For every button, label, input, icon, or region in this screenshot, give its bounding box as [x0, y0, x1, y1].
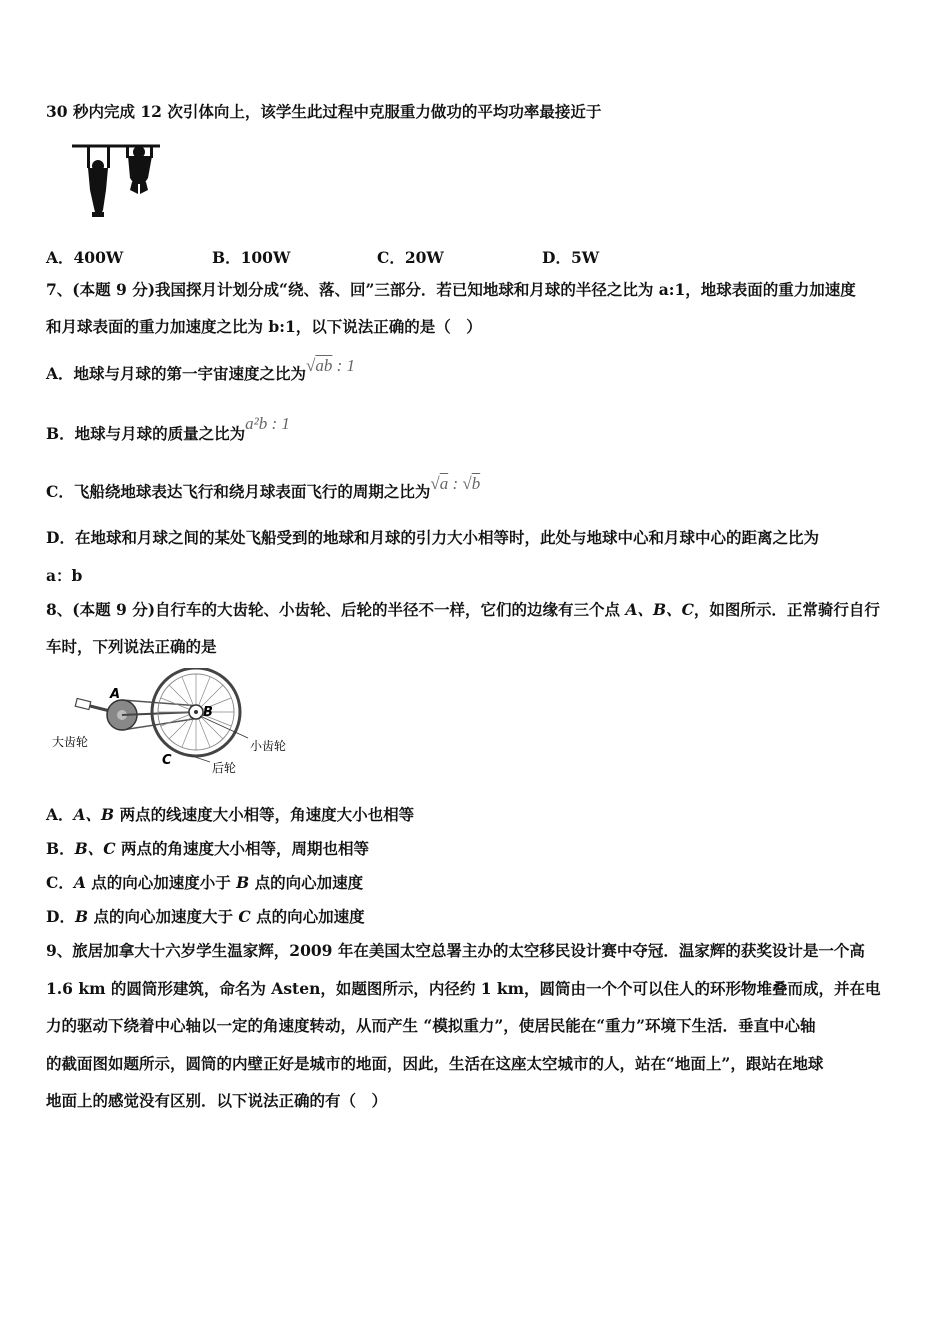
q8-stem-line2: 车时，下列说法正确的是: [46, 637, 217, 656]
q8-option-a: [46, 805, 414, 825]
q7-option-a-radicand: ab: [315, 356, 333, 375]
q6-option-b: B．100W: [212, 248, 291, 267]
figure-label-big-gear: 大齿轮: [52, 735, 89, 749]
q8-option-c-text: 点的向心加速度: [249, 873, 364, 892]
pull-up-figure: [70, 138, 162, 220]
q7-option-a-math: √ab : 1: [306, 356, 356, 375]
q8-option-d: [46, 907, 365, 927]
q7-option-c-math: √a : √b: [430, 474, 481, 493]
q8-stem-line1: [46, 600, 880, 620]
q6-option-a: A．400W: [46, 248, 124, 267]
q8-option-a-text: 两点的线速度大小相等，角速度大小也相等: [114, 805, 415, 824]
q9-stem-line4: 的截面图如题所示，圆筒的内壁正好是城市的地面，因此，生活在这座太空城市的人，站在“地面上”，跟站在地球: [46, 1054, 824, 1073]
q8-option-b-text: 两点的角速度大小相等，周期也相等: [115, 839, 369, 858]
q9-stem-line5: 地面上的感觉没有区别．以下说法正确的有（ ）: [46, 1091, 388, 1110]
q7-stem-line2: 和月球表面的重力加速度之比为 b:1，以下说法正确的是（ ）: [46, 317, 482, 336]
bicycle-gear-figure: [50, 668, 300, 778]
q8-option-c-mid: 点的向心加速度小于: [85, 873, 237, 892]
q8-option-a-points: A、B: [73, 805, 115, 824]
q7-option-a: [46, 356, 356, 384]
q8-option-d-point1: B: [74, 907, 89, 926]
q7-stem-line1: 7、(本题 9 分)我国探月计划分成“绕、落、回”三部分．若已知地球和月球的半径之比为 a:1，地球表面的重力加速度: [46, 280, 856, 299]
q7-option-c-radicand-b: b: [471, 474, 481, 493]
q7-option-c-radicand-a: a: [439, 474, 449, 493]
q7-option-b-math: a²b : 1: [245, 414, 290, 433]
q8-option-b-points: B、C: [74, 839, 116, 858]
q6-option-d: D．5W: [542, 248, 600, 267]
q8-option-d-text: 点的向心加速度: [250, 907, 365, 926]
q7-option-b: [46, 414, 290, 444]
q8-stem-points: A、B、C: [625, 600, 694, 619]
q8-option-d-prefix: D．: [46, 907, 75, 926]
q8-option-b: [46, 839, 369, 859]
q8-option-d-point2: C: [238, 907, 251, 926]
q7-option-c-text: C．飞船绕地球表达飞行和绕月球表面飞行的周期之比为: [46, 482, 431, 501]
figure-label-a: A: [110, 687, 121, 702]
q8-option-c-prefix: C．: [46, 873, 74, 892]
figure-label-small-gear: 小齿轮: [250, 739, 287, 753]
q8-stem-post: ，如图所示．正常骑行自行: [693, 600, 880, 619]
figure-label-rear-wheel: 后轮: [212, 761, 237, 775]
q7-option-a-ratio: : 1: [332, 356, 356, 375]
q8-option-b-prefix: B．: [46, 839, 75, 858]
q6-option-c: C．20W: [377, 248, 444, 267]
figure-label-c: C: [162, 753, 172, 768]
q8-stem-pre: 8、(本题 9 分)自行车的大齿轮、小齿轮、后轮的半径不一样，它们的边缘有三个点: [46, 600, 626, 619]
q8-option-a-prefix: A．: [46, 805, 74, 824]
q8-option-c-point1: A: [73, 873, 86, 892]
q9-stem-line1: 9、旅居加拿大十六岁学生温家辉，2009 年在美国太空总署主办的太空移民设计赛中夺冠．温家辉的获奖设计是一个高: [46, 941, 865, 960]
q7-option-d-line2: a：b: [46, 566, 83, 585]
q7-option-b-text: B．地球与月球的质量之比为: [46, 424, 246, 443]
figure-label-b: B: [203, 705, 213, 720]
q9-stem-line2: 1.6 km 的圆筒形建筑，命名为 Asten，如题图所示，内径约 1 km，圆筒由一个个可以住人的环形物堆叠而成，并在电: [46, 979, 881, 998]
q7-option-c: [46, 474, 481, 502]
q7-option-a-text: A．地球与月球的第一宇宙速度之比为: [46, 364, 307, 383]
q8-option-d-mid: 点的向心加速度大于: [88, 907, 239, 926]
q8-option-c-point2: B: [236, 873, 250, 892]
q9-stem-line3: 力的驱动下绕着中心轴以一定的角速度转动，从而产生 “模拟重力”，使居民能在“重力”环境下生活．垂直中心轴: [46, 1016, 816, 1035]
q8-option-c: [46, 873, 363, 893]
q6-stem-tail: 30 秒内完成 12 次引体向上，该学生此过程中克服重力做功的平均功率最接近于: [46, 102, 602, 121]
q7-option-d-line1: D．在地球和月球之间的某处飞船受到的地球和月球的引力大小相等时，此处与地球中心和月球中心的距离之比为: [46, 528, 819, 547]
